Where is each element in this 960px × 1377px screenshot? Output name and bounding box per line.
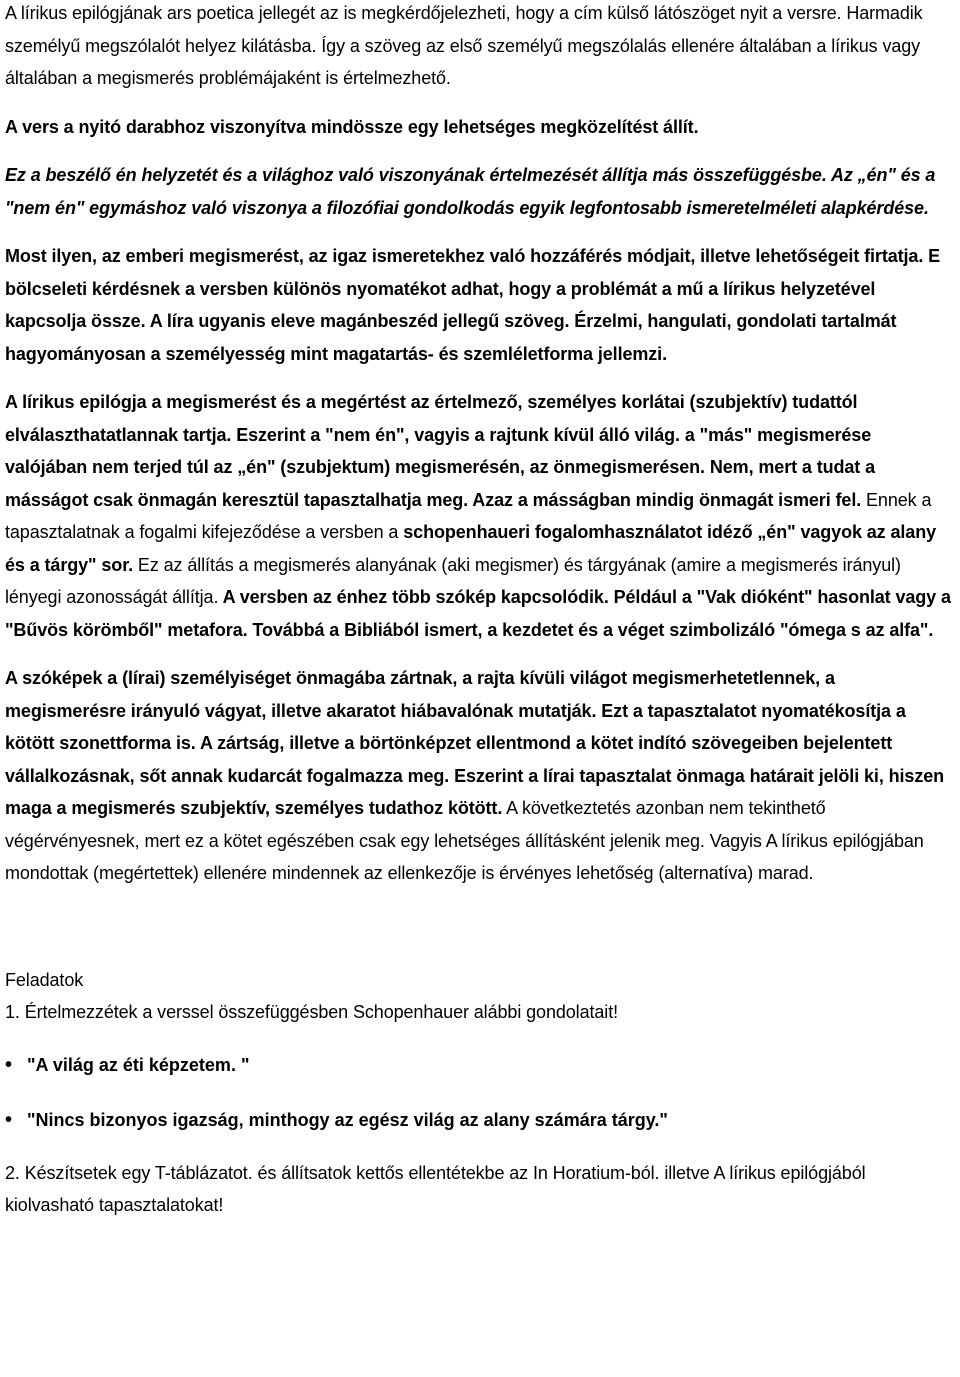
tasks-section <box>5 964 957 1221</box>
epilogue-text-normal-2: Ez az állítás a megismerés alanyának (aki megismer) és tárgyának (amire a megismerés irányul) lényegi azonosságát állítja. <box>5 554 901 607</box>
paragraph-intro: A lírikus epilógjának ars poetica jellegét az is megkérdőjelezheti, hogy a cím külső látószöget nyit a versre. Harmadik személyű megszólalót helyez kilátásba. Így a szöveg az első személyű megszólalás ellenére általában a lírikus vagy általában a megismerés problémájaként is értelmezhető. <box>5 3 923 88</box>
quote-text: "A világ az éti képzetem. " <box>27 1054 250 1075</box>
paragraph-subject-object: Ez a beszélő én helyzetét és a világhoz való viszonyának értelmezését állítja más összefüggésbe. Az „én" és a "nem én" egymáshoz való viszonya a filozófiai gondolkodás egyik legfontosabb ismeretelméleti alapkérdése. <box>5 165 936 218</box>
conclusion-text-normal: A következtetés azonban nem tekinthető végérvényesnek, mert ez a kötet egészében csak egy lehetséges állításként jelenik meg. Vagyis A lírikus epilógjában mondottak (megértettek) ellenére mindennek az ellenkezője is érvényes lehetőség (alternatíva) marad. <box>5 798 924 883</box>
tasks-heading: Feladatok <box>5 969 84 990</box>
epilogue-text-normal-1: Ennek a tapasztalatnak a fogalmi kifejeződése a versben a <box>5 489 932 542</box>
bullet-icon: • <box>5 1108 13 1131</box>
paragraph-approach: A vers a nyitó darabhoz viszonyítva mindössze egy lehetséges megközelítést állít. <box>5 116 699 137</box>
quote-text: "Nincs bizonyos igazság, minthogy az egész világ az alany számára tárgy." <box>27 1109 668 1130</box>
document-page <box>5 0 957 1221</box>
conclusion-text-bold: A szóképek a (lírai) személyiséget önmagába zártnak, a rajta kívüli világot megismerhetetlennek, a megismerésre irányuló vágyat, illetve akaratot hiábavalónak mutatják. Ezt a tapasztalatot nyomatékosítja a kötött szonettforma is. A zártság, illetve a börtönképzet ellentmond a kötet indító szövegeiben bejelentett vállalkozásnak, sőt annak kudarcát fogalmazza meg. Eszerint a lírai tapasztalat önmaga határait jelöli ki, hiszen maga a megismerés szubjektív, személyes tudathoz kötött. <box>5 668 945 818</box>
paragraph-cognition: Most ilyen, az emberi megismerést, az igaz ismeretekhez való hozzáférés módjait, illetve lehetőségeit firtatja. E bölcseleti kérdésnek a versben különös nyomatékot adhat, hogy a problémát a mű a lírikus helyzetével kapcsolja össze. A líra ugyanis eleve magánbeszéd jellegű szöveg. Érzelmi, hangulati, gondolati tartalmát hagyományosan a személyesség mint magatartás- és szemléletforma jellemzi. <box>5 246 941 364</box>
epilogue-text-bold-3: A versben az énhez több szókép kapcsolódik. Például a "Vak dióként" hasonlat vagy a "Bűvös körömből" metafora. Továbbá a Bibliából ismert, a kezdetet és a véget szimbolizáló "ómega s az alfa". <box>5 587 951 640</box>
paragraph-epilogue <box>5 386 957 646</box>
bullet-icon: • <box>5 1053 13 1076</box>
quote-bullet-2 <box>5 1104 957 1136</box>
epilogue-text-bold-2: schopenhaueri fogalomhasználatot idéző „én" vagyok az alany és a tárgy" sor. <box>5 522 937 575</box>
task-2: 2. Készítsetek egy T-táblázatot. és állítsatok kettős ellentétekbe az In Horatium-ból. illetve A lírikus epilógjából kiolvasható tapasztalatokat! <box>5 1162 866 1215</box>
task-1: 1. Értelmezzétek a verssel összefüggésben Schopenhauer alábbi gondolatait! <box>5 1001 618 1022</box>
epilogue-text-bold-1: A lírikus epilógja a megismerést és a megértést az értelmező, személyes korlátai (szubjektív) tudattól elválaszthatatlannak tartja. Eszerint a "nem én", vagyis a rajtunk kívül álló világ. a "más" megismerése valójában nem terjed túl az „én" (szubjektum) megismerésén, az önmegismerésen. Nem, mert a tudat a másságot csak önmagán keresztül tapasztalhatja meg. Azaz a másságban mindig önmagát ismeri fel. <box>5 392 876 510</box>
paragraph-conclusion <box>5 662 957 890</box>
quote-bullet-1 <box>5 1049 957 1081</box>
